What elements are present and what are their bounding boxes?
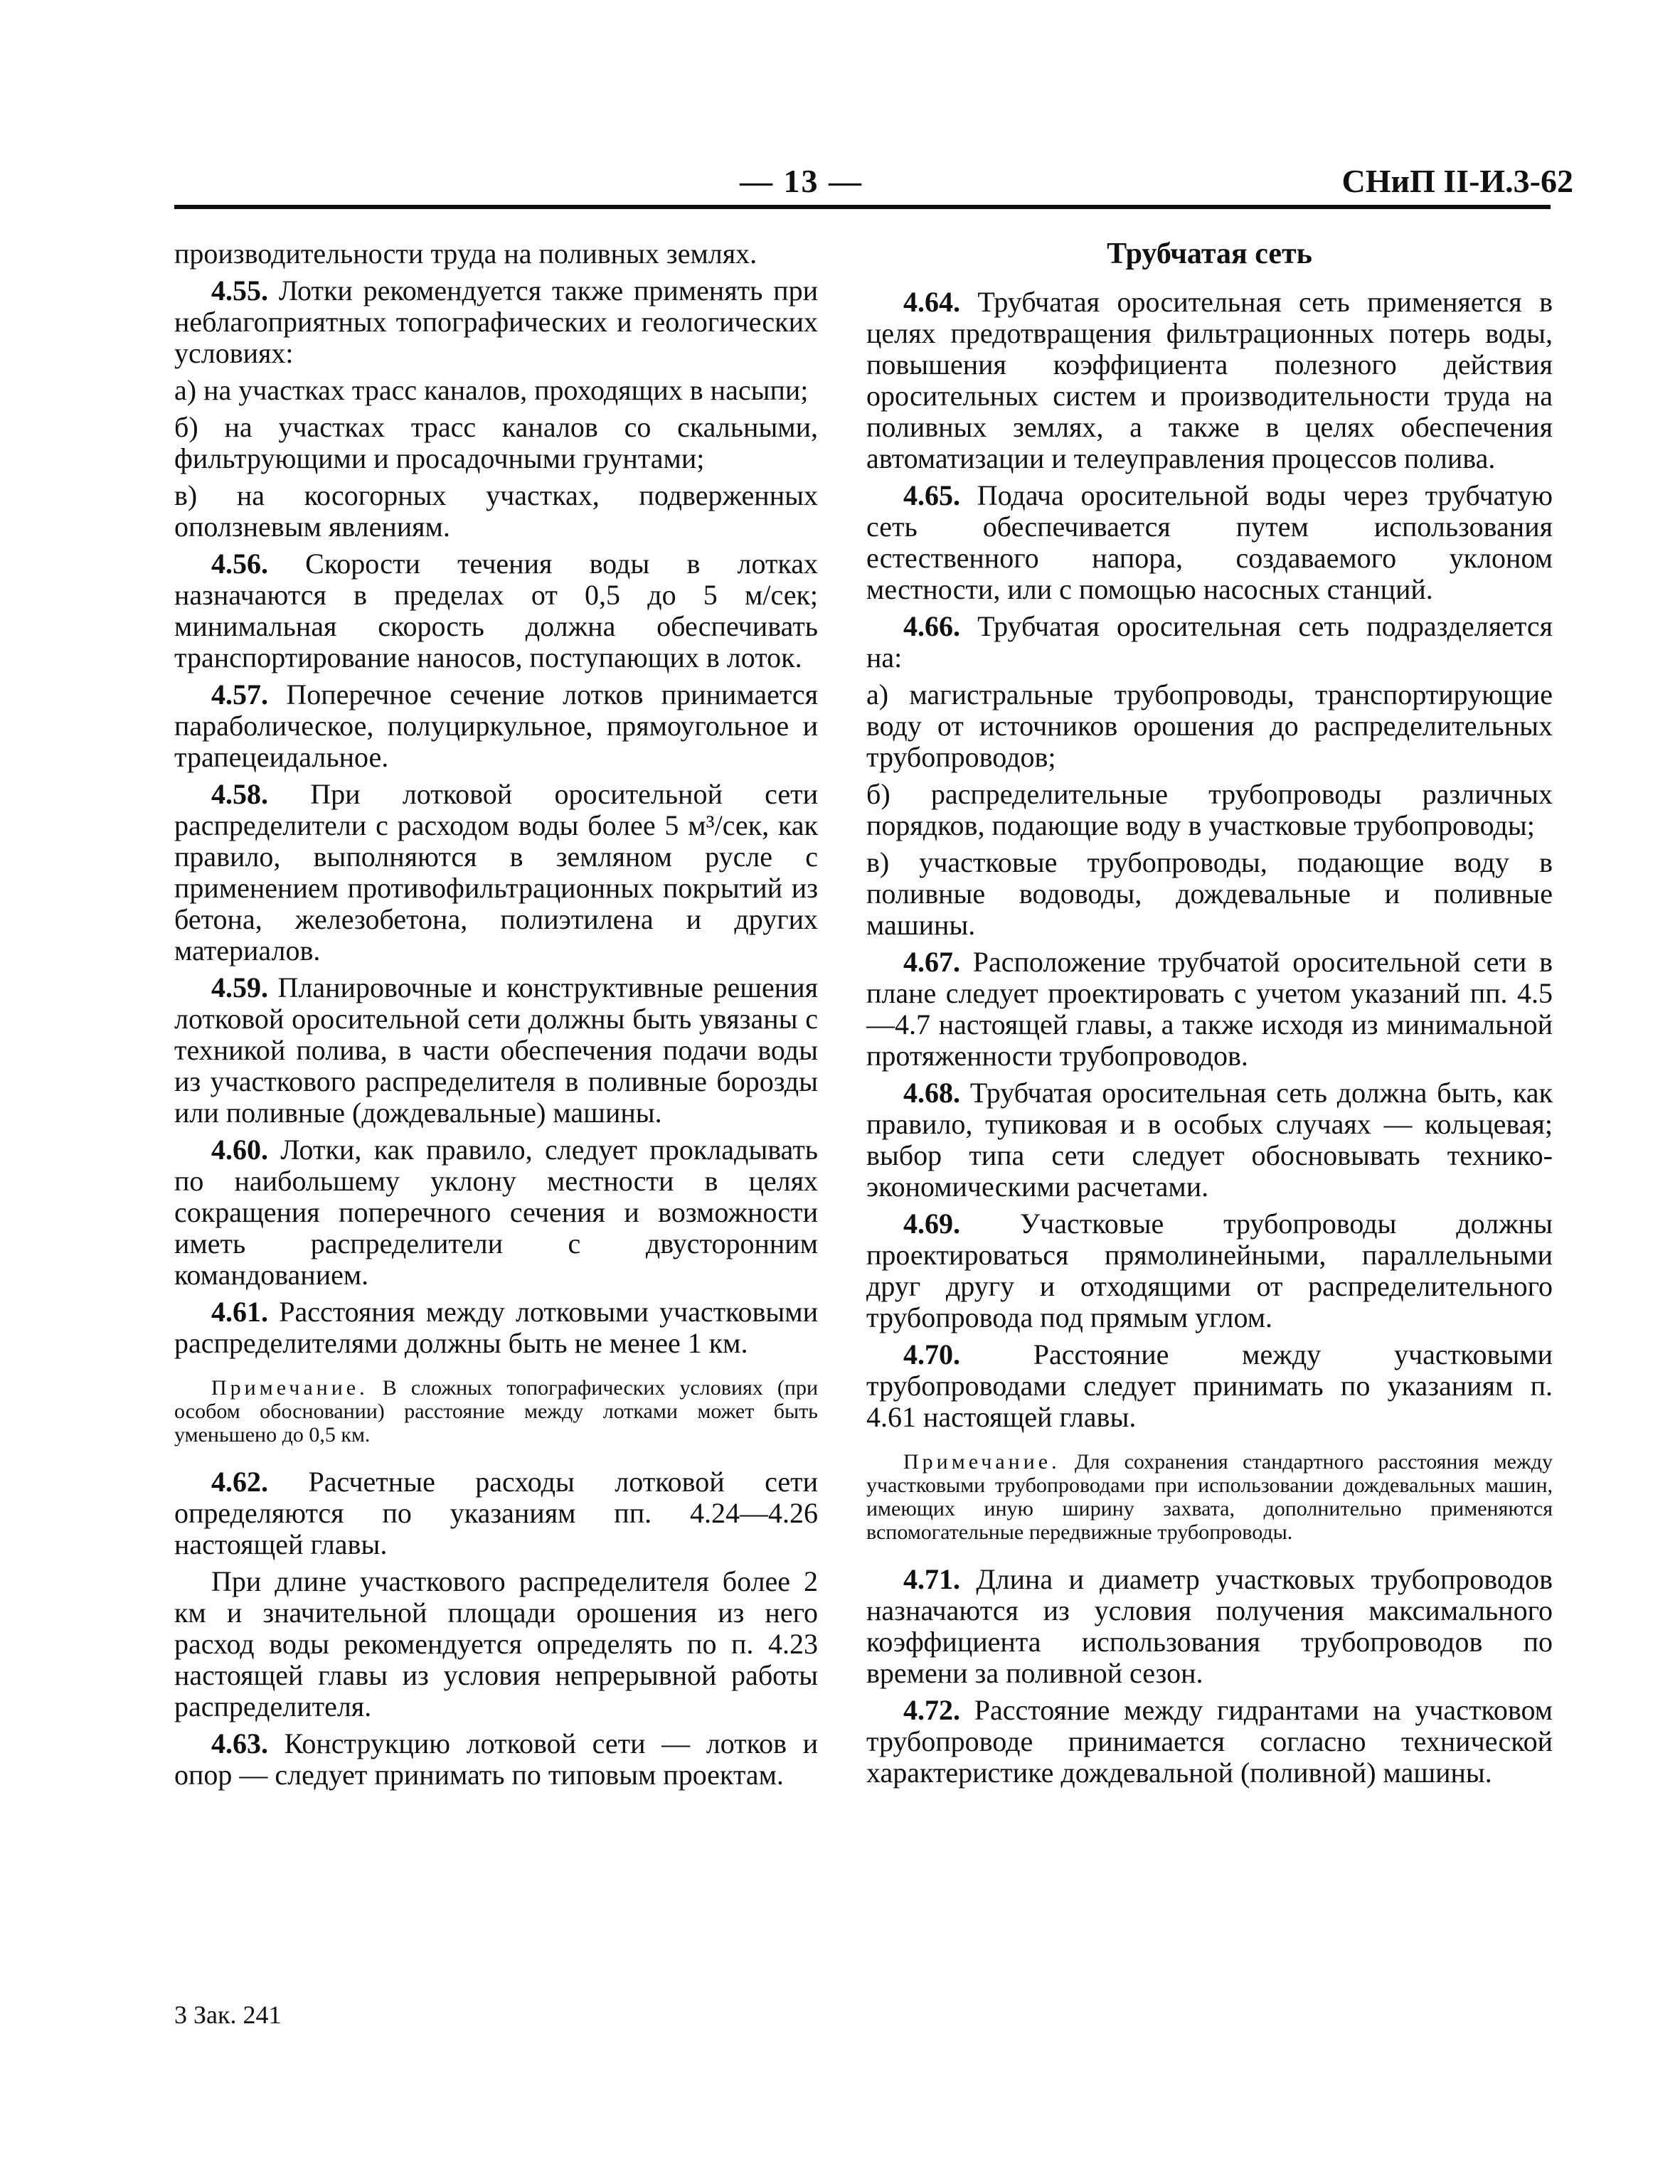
clause-4-56: 4.56. Скорости течения воды в лотках назначаются в пределах от 0,5 до 5 м/сек; минимальная скорость должна обеспечивать транспортирование наносов, поступающих в лоток. <box>174 548 818 673</box>
note-right: Примечание. Для сохранения стандартного расстояния между участковыми трубопроводами при использовании дождевальных машин, имеющих иную ширину захвата, дополнительно применяются вспомогательные передвижные трубопроводы. <box>866 1450 1553 1544</box>
header-rule <box>174 205 1551 209</box>
clause-4-60: 4.60. Лотки, как правило, следует прокладывать по наибольшему уклону местности в целях сокращения поперечного сечения и возможности иметь распределители с двусторонним командованием. <box>174 1134 818 1291</box>
clause-4-57: 4.57. Поперечное сечение лотков принимается параболическое, полуциркульное, прямоугольное и трапецеидальное. <box>174 678 818 773</box>
clause-4-67: 4.67. Расположение трубчатой оросительной сети в плане следует проектировать с учетом указаний пп. 4.5—4.7 настоящей главы, а также исходя из минимальной протяженности трубопроводов. <box>866 946 1553 1072</box>
clause-4-70: 4.70. Расстояние между участковыми трубопроводами следует принимать по указаниям п. 4.61 настоящей главы. <box>866 1338 1553 1433</box>
clause-4-58: 4.58. При лотковой оросительной сети распределители с расходом воды более 5 м³/сек, как правило, выполняются в земляном русле с применением противофильтрационных покрытий из бетона, железобетона, полиэтилена и других материалов. <box>174 778 818 966</box>
list-item-4-55-b: б) на участках трасс каналов со скальными, фильтрующими и просадочными грунтами; <box>174 411 818 474</box>
clause-4-68: 4.68. Трубчатая оросительная сеть должна быть, как правило, тупиковая и в особых случаях — кольцевая; выбор типа сети следует обосновывать технико-экономическими расчетами. <box>866 1077 1553 1203</box>
clause-4-64: 4.64. Трубчатая оросительная сеть применяется в целях предотвращения фильтрационных потерь воды, повышения коэффициента полезного действия оросительных систем и производительности труда на поливных землях, а также в целях обеспечения автоматизации и телеуправления процессов полива. <box>866 286 1553 474</box>
clause-4-65: 4.65. Подача оросительной воды через трубчатую сеть обеспечивается путем использования естественного напора, создаваемого уклоном местности, или с помощью насосных станций. <box>866 479 1553 605</box>
left-column <box>174 238 818 1796</box>
clause-4-62-paragraph: При длине участкового распределителя более 2 км и значительной площади орошения из него расход воды рекомендуется определять по п. 4.23 настоящей главы из условия непрерывной работы распределителя. <box>174 1565 818 1722</box>
clause-4-63: 4.63. Конструкцию лотковой сети — лотков и опор — следует принимать по типовым проектам. <box>174 1727 818 1791</box>
clause-4-66: 4.66. Трубчатая оросительная сеть подразделяется на: <box>866 610 1553 673</box>
list-item-4-66-b: б) распределительные трубопроводы различных порядков, подающие воду в участковые трубопроводы; <box>866 778 1553 841</box>
list-item-4-55-c: в) на косогорных участках, подверженных оползневым явлениям. <box>174 479 818 543</box>
clause-4-55: 4.55. Лотки рекомендуется также применять при неблагоприятных топографических и геологических условиях: <box>174 275 818 369</box>
list-item-4-55-a: а) на участках трасс каналов, проходящих в насыпи; <box>174 374 809 406</box>
right-column <box>866 238 1553 1794</box>
clause-4-71: 4.71. Длина и диаметр участковых трубопроводов назначаются из условия получения максимального коэффициента использования трубопроводов по времени за поливной сезон. <box>866 1563 1553 1689</box>
clause-4-61: 4.61. Расстояния между лотковыми участковыми распределителями должны быть не менее 1 км. <box>174 1296 818 1359</box>
page-number: — 13 — <box>740 163 863 199</box>
list-item-4-66-a: а) магистральные трубопроводы, транспортирующие воду от источников орошения до распределительных трубопроводов; <box>866 678 1553 773</box>
section-title: Трубчатая сеть <box>1107 238 1312 270</box>
clause-4-59: 4.59. Планировочные и конструктивные решения лотковой оросительной сети должны быть увязаны с техникой полива, в части обеспечения подачи воды из участкового распределителя в поливные борозды или поливные (дождевальные) машины. <box>174 971 818 1129</box>
paragraph-continuation: производительности труда на поливных землях. <box>174 238 757 270</box>
clause-4-62: 4.62. Расчетные расходы лотковой сети определяются по указаниям пп. 4.24—4.26 настоящей главы. <box>174 1466 818 1560</box>
list-item-4-66-c: в) участковые трубопроводы, подающие воду в поливные водоводы, дождевальные и поливные машины. <box>866 846 1553 941</box>
clause-4-72: 4.72. Расстояние между гидрантами на участковом трубопроводе принимается согласно технической характеристике дождевальной (поливной) машины. <box>866 1694 1553 1789</box>
clause-4-69: 4.69. Участковые трубопроводы должны проектироваться прямолинейными, параллельными друг другу и отходящими от распределительного трубопровода под прямым углом. <box>866 1208 1553 1333</box>
document-code: СНиП II-И.3-62 <box>1341 163 1573 199</box>
footer-print-info: 3 Зак. 241 <box>174 2001 282 2029</box>
note-left: Примечание. В сложных топографических условиях (при особом обосновании) расстояние между лотками может быть уменьшено до 0,5 км. <box>174 1376 818 1447</box>
